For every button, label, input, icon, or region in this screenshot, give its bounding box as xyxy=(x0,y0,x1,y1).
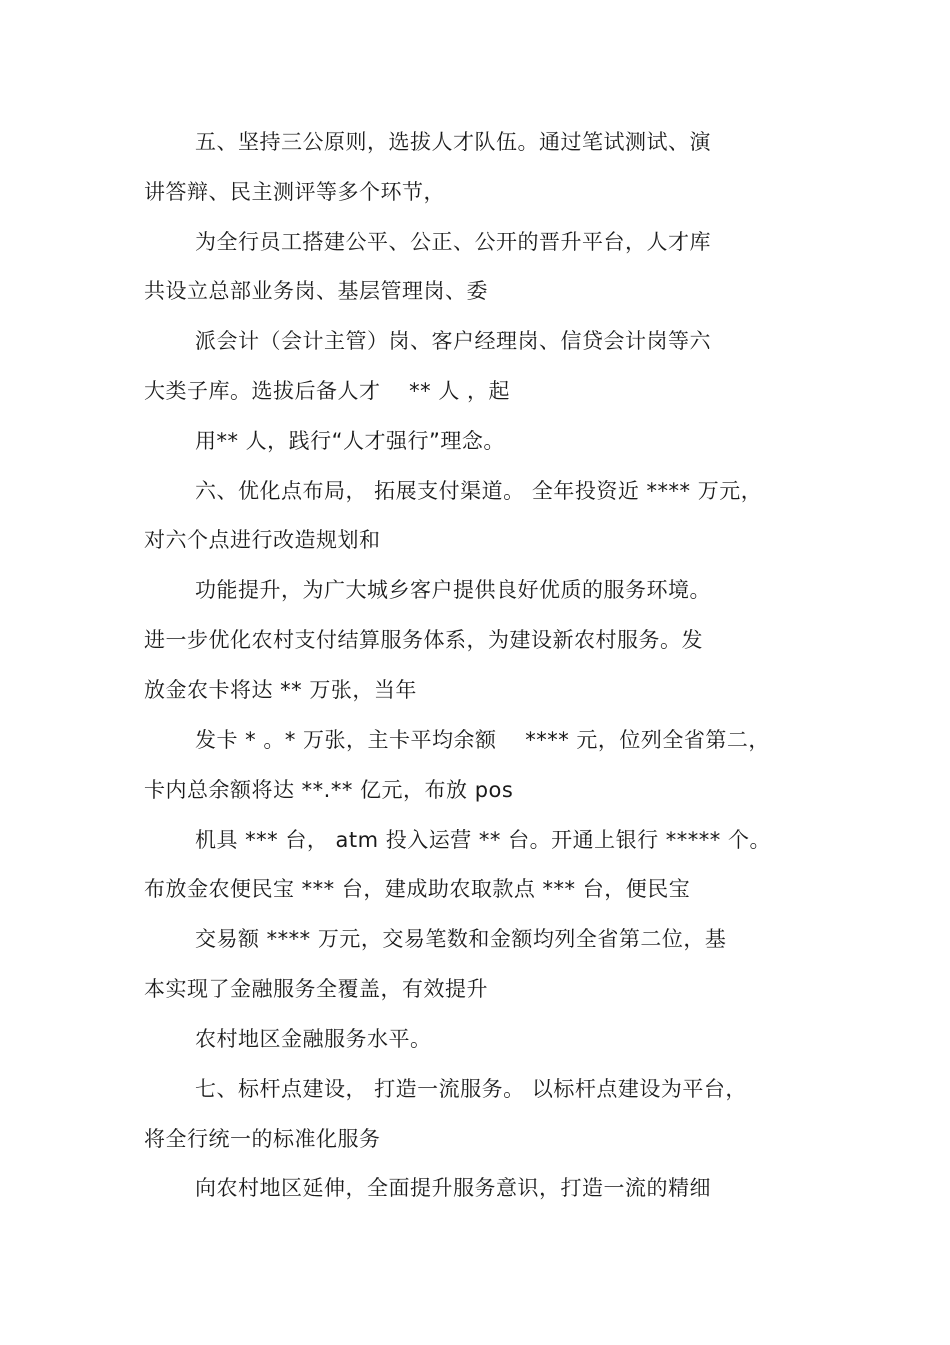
text-line: 六、优化点布局， 拓展支付渠道。 全年投资近 **** 万元， xyxy=(195,479,763,503)
text-line: 向农村地区延伸，全面提升服务意识，打造一流的精细 xyxy=(195,1176,711,1200)
text-line: 本实现了金融服务全覆盖，有效提升 xyxy=(144,977,488,1001)
text-line: 发卡 * 。* 万张，主卡平均余额 **** 元，位列全省第二， xyxy=(195,728,770,752)
text-line: 放金农卡将达 ** 万张，当年 xyxy=(144,678,417,702)
text-line: 大类子库。选拔后备人才 ** 人 ，起 xyxy=(144,379,511,403)
text-line: 五、坚持三公原则，选拔人才队伍。通过笔试测试、演 xyxy=(195,130,711,154)
text-line: 卡内总余额将达 **.** 亿元，布放 pos xyxy=(144,778,514,802)
text-line: 为全行员工搭建公平、公正、公开的晋升平台，人才库 xyxy=(195,230,711,254)
text-line: 进一步优化农村支付结算服务体系，为建设新农村服务。发 xyxy=(144,628,703,652)
text-line: 机具 *** 台， atm 投入运营 ** 台。开通上银行 ***** 个。 xyxy=(195,828,771,852)
text-line: 交易额 **** 万元，交易笔数和金额均列全省第二位，基 xyxy=(195,927,727,951)
text-line: 将全行统一的标准化服务 xyxy=(144,1127,381,1151)
text-line: 功能提升，为广大城乡客户提供良好优质的服务环境。 xyxy=(195,578,711,602)
text-line: 七、标杆点建设， 打造一流服务。 以标杆点建设为平台， xyxy=(195,1077,747,1101)
text-line: 对六个点进行改造规划和 xyxy=(144,528,381,552)
text-line: 农村地区金融服务水平。 xyxy=(195,1027,432,1051)
text-line: 布放金农便民宝 *** 台，建成助农取款点 *** 台，便民宝 xyxy=(144,877,691,901)
text-line: 用** 人，践行“人才强行”理念。 xyxy=(195,429,505,453)
text-line: 派会计（会计主管）岗、客户经理岗、信贷会计岗等六 xyxy=(195,329,711,353)
text-line: 讲答辩、民主测评等多个环节， xyxy=(144,180,445,204)
text-line: 共设立总部业务岗、基层管理岗、委 xyxy=(144,279,488,303)
